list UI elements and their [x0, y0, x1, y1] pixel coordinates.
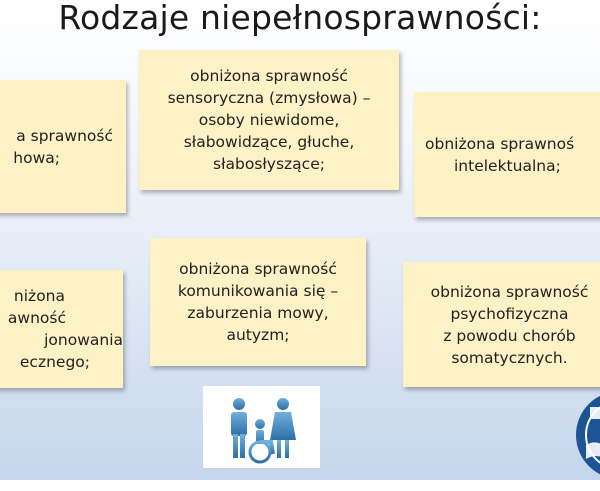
box-line: ecznego;	[19, 353, 90, 371]
box-line: psychofizyczna	[450, 304, 569, 323]
box-line: niżona	[13, 287, 65, 305]
box-line: awność	[7, 309, 66, 327]
box-line: somatycznych.	[451, 348, 568, 367]
slide-title: Rodzaje niepełnosprawności:	[58, 0, 542, 37]
box-line: z powodu chorób	[443, 326, 576, 345]
disability-people-icon	[203, 386, 320, 468]
partial-emblem-icon	[576, 387, 600, 487]
box-line: sensoryczna (zmysłowa) –	[167, 89, 371, 107]
box-line: obniżona sprawność	[179, 260, 337, 278]
box-sensory-disability	[139, 50, 399, 190]
box-line: autyzm;	[226, 326, 290, 344]
box-intellectual-disability	[414, 92, 600, 217]
box-motor-disability	[0, 80, 126, 213]
box-line: osoby niewidome,	[198, 111, 340, 129]
box-line: jonowania	[44, 331, 123, 349]
box-line: słabowidzące, głuche,	[183, 133, 355, 151]
box-line: intelektualna;	[454, 156, 561, 175]
box-line: komunikowania się –	[177, 282, 339, 300]
box-line: obniżona sprawność	[190, 67, 348, 85]
box-line: howa;	[13, 148, 60, 167]
box-line: słabosłyszące;	[213, 155, 325, 173]
box-line: zaburzenia mowy,	[187, 304, 329, 322]
box-social-functioning-disability	[0, 270, 123, 388]
box-line: obniżona sprawnoś	[425, 134, 575, 153]
box-line: obniżona sprawność	[430, 282, 589, 301]
box-psychophysical-disability	[403, 262, 600, 387]
box-communication-disability	[150, 238, 366, 366]
box-line: a sprawność	[16, 126, 113, 145]
